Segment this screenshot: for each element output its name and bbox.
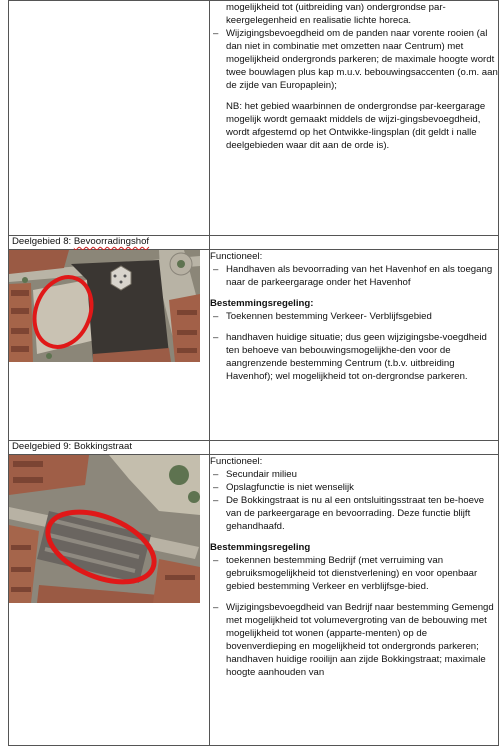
list-item: – Wijzigingsbevoegdheid van Bedrijf naar bestemming Gemengd met mogelijkheid tot volumevergroting van de bebouwing met mogelijkheid tot wonen (apparte-menten) op de bovenverdieping en mogelijkheid tot ondergronds parkeren; handhaven huidige rooilijn aan zijde Bokkingstraat; maximale hoogte aanhouden van (210, 601, 498, 679)
aerial-photo-bokkingstraat (9, 455, 200, 603)
aerial-photo-cell (9, 455, 210, 746)
list-item: – Toekennen bestemming Verkeer- Verblijfsgebied (210, 310, 498, 323)
cell-empty-left (9, 1, 210, 236)
aerial-photo-cell (9, 250, 210, 441)
label-deelgebied-9: Deelgebied 9: Bokkingstraat (9, 441, 210, 455)
heading-bestemmingsregeling: Bestemmingsregeling (210, 542, 311, 553)
list-item: – Opslagfunctie is niet wenselijk (210, 481, 498, 494)
row-continuation (9, 1, 499, 236)
row-label-9 (9, 441, 499, 455)
row-section-9 (9, 455, 499, 746)
heading-functioneel: Functioneel: (210, 251, 263, 262)
cell-section-9-text (210, 455, 499, 746)
label-name: Bevoorradingshof (73, 236, 150, 247)
list-item: – handhaven huidige situatie; dus geen wijzigingsbe-voegdheid ten behoeve van bebouwingsmogelijkhe-den voor de aangrenzende bestemming Centrum (t.b.v. uitbreiding Havenhof); wel mogelijkheid tot on-dergrondse parkeren. (210, 331, 498, 383)
label-prefix: Deelgebied 8: (12, 236, 74, 247)
list-item: – Secundair milieu (210, 468, 498, 481)
cell-section-8-text (210, 250, 499, 441)
zoning-table (8, 0, 499, 746)
cell-empty-right (210, 236, 499, 250)
label-deelgebied-8 (9, 236, 210, 250)
row-section-8 (9, 250, 499, 441)
continuation-line: keergelegenheid en realisatie lichte horeca. (226, 15, 412, 26)
nb-note: NB: het gebied waarbinnen de ondergrondse par-keergarage mogelijk wordt gemaakt middels de wijzi-gingsbevoegdheid, wordt afgestemd op het Ontwikke-lingsplan (dit geldt i nalle deelgebieden waar dit aan de orde is). (226, 101, 486, 151)
list-item: – toekennen bestemming Bedrijf (met verruiming van gebruiksmogelijkheid tot dienstverlening) en voor openbaar gebied bestemming Verkeer en verblijfsge-bied. (210, 554, 498, 593)
heading-functioneel: Functioneel: (210, 456, 263, 467)
continuation-line: mogelijkheid tot (uitbreiding van) ondergrondse par- (226, 2, 446, 13)
cell-empty-right (210, 441, 499, 455)
list-item: – De Bokkingstraat is nu al een ontsluitingsstraat ten be-hoeve van de parkeergarage en bevoorrading. Deze functie blijft gehandhaafd. (210, 494, 498, 533)
cell-continuation-text (210, 1, 499, 236)
bullet-wijzigingsbevoegdheid: – Wijzigingsbevoegdheid om de panden naar vorente rooien (al dan niet in combinatie met omzetten naar Centrum) met mogelijkheid ondergronds parkeren; de maximale hoogte wordt twee bouwlagen plus kap m.u.v. bebouwingsaccenten (o.m. aan de zijde van Europaplein); (210, 27, 498, 92)
list-item: – Handhaven als bevoorrading van het Havenhof en als toegang naar de parkeergarage onder het Havenhof (210, 263, 498, 289)
heading-bestemmingsregeling: Bestemmingsregeling: (210, 298, 314, 309)
row-label-8 (9, 236, 499, 250)
aerial-photo-bevoorradingshof (9, 250, 200, 362)
